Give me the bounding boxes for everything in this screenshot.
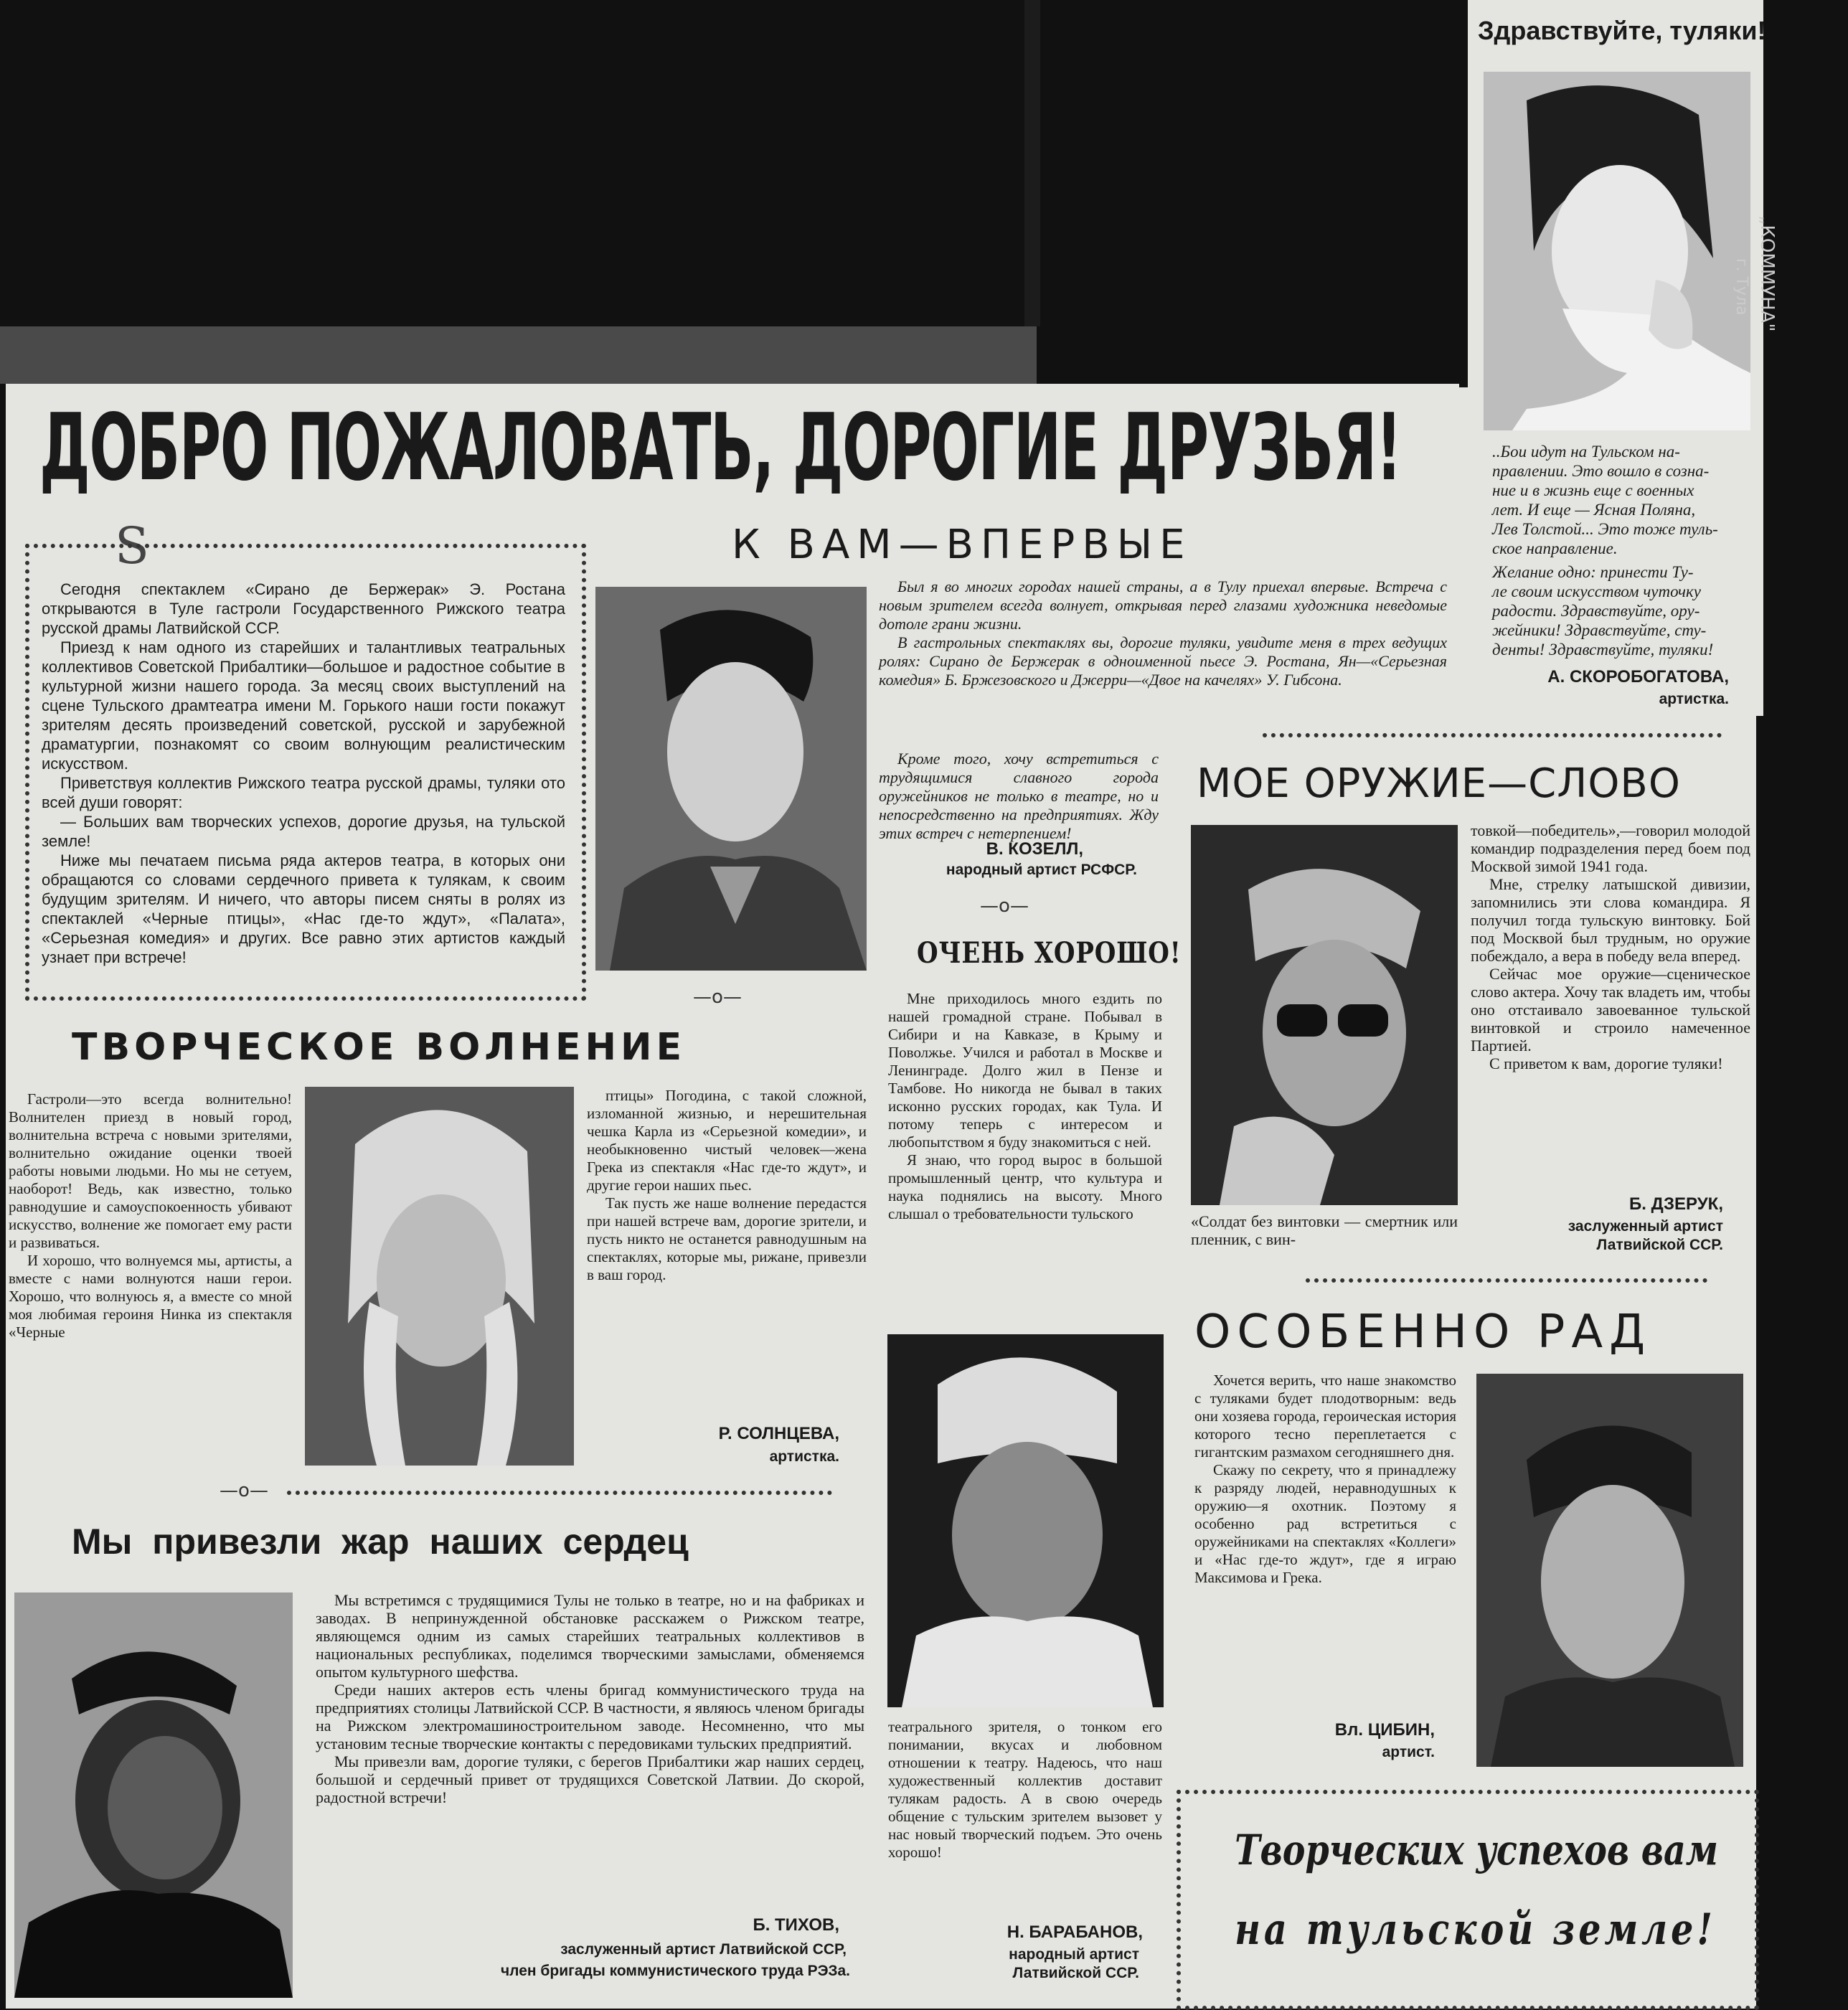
sidebar-line: правлении. Это вошло в созна- [1492,462,1710,480]
solntseva-paragraph: И хорошо, что волнуемся мы, артисты, а вместе с нами волнуются наши герои. Хорошо, что волнуюсь я, а вместе со мной моя любимая героиня Нинка из спектакля «Черные [9,1252,292,1341]
sidebar-line: ское направление. [1492,539,1618,557]
portrait-woman-icon [1484,72,1750,430]
kozell-paragraph: Был я во многих городах нашей страны, а в Тулу приехал впервые. Встреча с новым зрителем всегда волнует, открывая перед глазами художника неведомые дотоле грани жизни. [879,577,1447,633]
barabanov-text [888,990,1162,1223]
kozell-title: К ВАМ—ВПЕРВЫЕ [732,522,1192,568]
banner-line-1: Творческих успехов вам [1235,1826,1718,1874]
tikhov-role-1: заслуженный артист Латвийской ССР, [560,1941,847,1958]
tikhov-signature: Б. ТИХОВ, [753,1915,839,1935]
portrait-woman-icon [305,1087,574,1466]
kozell-text [879,577,1447,689]
portrait-man-glasses-icon [1191,825,1458,1205]
barabanov-signature: Н. БАРАБАНОВ, [1006,1922,1143,1942]
barabanov-text-2 [888,1718,1162,1862]
solntseva-paragraph: Так пусть же наше волнение передастся при нашей встрече вам, дорогие зрители, и пусть никто не останется равнодушным на спектаклях, которые мы, рижане, привезли в ваш город. [587,1194,867,1283]
tsibin-paragraph: Хочется верить, что наше знакомство с туляками будет плодотворным: ведь они хозяева города, героическая история которого тесно переплетается с гигантским размахом сегодняшнего дня. [1194,1372,1456,1461]
masthead-city: г. Тула [1732,258,1750,316]
sidebar-line: денты! Здравствуйте, туляки! [1492,641,1714,659]
tsibin-title: ОСОБЕННО РАД [1194,1306,1652,1359]
sidebar-title: Здравствуйте, туляки! [1478,16,1766,45]
tikhov-photo [14,1593,293,1998]
solntseva-col1 [9,1090,292,1341]
tikhov-paragraph: Среди наших актеров есть члены бригад коммунистического труда на предприятиях столицы Латвийской ССР. В частности, я являюсь членом бригады на Рижском электромашиностроительном заводе. Несомненно, что мы установим тесные творческие контакты с передовиками тульских предприятий. [316,1681,864,1752]
tikhov-title: Мы привезли жар наших сердец [72,1521,689,1562]
intro-paragraph: Ниже мы печатаем письма ряда актеров театра, в которых они обращаются со словами сердечного привета к тулякам, к своим будущим зрителям. И ничего, что авторы писем сняты в ролях из спектаклей «Черные птицы», «Нас где-то ждут», «Палата», «Серьезная комедия» и других. Все равно этих артистов каждый узнает при встрече! [42,851,565,966]
skorobogatova-role: артистка. [1659,691,1729,707]
solntseva-title: ТВОРЧЕСКОЕ ВОЛНЕНИЕ [72,1026,687,1069]
barabanov-role-2: Латвийской ССР. [1012,1965,1139,1981]
kozell-role: народный артист РСФСР. [946,862,1137,878]
intro-text [42,580,565,967]
barabanov-paragraph: Мне приходилось много ездить по нашей громадной стране. Побывал в Сибири и на Кавказе, в Крыму и Поволжье. Учился и работал в Москве и Ленинграде. Долго жил в Пензе и Тамбове. Но никогда не бывал в таких исконно русских городах, как Тула. И потому теперь с интересом и любопытством я буду знакомиться с ней. [888,990,1162,1151]
tikhov-paragraph: Мы встретимся с трудящимися Тулы не только в театре, но и на фабриках и заводах. В непринужденной обстановке расскажем о Рижском театре, являющемся одним из самых старейших театральных коллективов в национальных республиках, поделимся творческими замыслами, обменяемся опытом культурного шефства. [316,1591,864,1681]
main-headline: ДОБРО ПОЖАЛОВАТЬ, ДОРОГИЕ ДРУЗЬЯ! [39,395,1401,501]
kozell-paragraph: В гастрольных спектаклях вы, дорогие туляки, увидите меня в трех ведущих ролях: Сирано де Бержерак в одноименной пьесе Э. Ростана, Ян—«Серьезная комедия» Б. Бржезовского и Джерри—«Двое на качелях» У. Гибсона. [879,633,1447,689]
closing-banner [1177,1790,1759,2010]
dzeruk-role-1: заслуженный артист [1568,1218,1723,1235]
dzeruk-text [1471,821,1750,1072]
solntseva-role: артистка. [769,1448,839,1465]
solntseva-paragraph: птицы» Погодина, с такой сложной, изломанной жизнью, и нерешительная чешка Карла из «Серьезной комедии», и необыкновенно чистый человек—жена Грека из спектакля «Нас где-то ждут», и другие герои наших пьес. [587,1087,867,1194]
sidebar-line: Желание одно: принести Ту- [1492,563,1694,581]
kozell-photo [595,587,867,971]
solntseva-photo [305,1087,574,1466]
dzeruk-role-2: Латвийской ССР. [1596,1237,1723,1253]
tsibin-photo [1476,1374,1743,1767]
intro-paragraph: Сегодня спектаклем «Сирано де Бержерак» Э. Ростана открываются в Туле гастроли Государственного Рижского театра русской драмы Латвийской ССР. [42,580,565,637]
tsibin-text [1194,1372,1456,1587]
pencil-mark: S [115,516,149,575]
masthead-label: „КОММУНА" [1756,215,1778,332]
sidebar-text [1492,442,1745,659]
tsibin-signature: Вл. ЦИБИН, [1334,1720,1435,1740]
dzeruk-paragraph: Сейчас мое оружие—сценическое слово актера. Хочу так владеть им, чтобы оно отстаивало завоеванное тульской винтовкой и строило намеченное Партией. [1471,965,1750,1054]
dzeruk-paragraph: товкой—победитель»,—говорил молодой командир подразделения перед боем под Москвой зимой 1941 года. [1471,821,1750,875]
divider [287,1491,832,1495]
intro-paragraph: — Больших вам творческих успехов, дорогие друзья, на тульской земле! [42,813,565,850]
solntseva-signature: Р. СОЛНЦЕВА, [718,1424,839,1443]
barabanov-paragraph: Я знаю, что город вырос в большой промышленный центр, что культура и наука поднялись на высоту. Много слышал о требовательности тульского [888,1151,1162,1222]
portrait-man-icon [14,1593,293,1998]
kozell-text-2 [879,750,1159,843]
solntseva-col2 [587,1087,867,1284]
sidebar-line: жейники! Здравствуйте, сту- [1492,621,1707,639]
dzeruk-paragraph: Мне, стрелку латышской дивизии, запомнились эти слова командира. Я получил тогда тульскую винтовку. Бой под Москвой был трудным, но оружие побеждало, а вера в победу вела вперед. [1471,875,1750,965]
sidebar-line: ние и в жизнь еще с военных [1492,481,1694,499]
intro-paragraph: Приезд к нам одного из старейших и талантливых театральных коллективов Советской Прибалтики—большое и радостное событие в культурной жизни нашего города. За месяц своих выступлений на сцене Тульского драмтеатра имени М. Горького наши гости покажут зрителям десять произведений советской, русской и зарубежной драматургии, познакомят со своим волнующим реалистическим искусством. [42,638,565,773]
kozell-paragraph: Кроме того, хочу встретиться с трудящимися славного города оружейников не только в театре, но и непосредственно на предприятиях. Жду этих встреч с нетерпением! [879,750,1159,842]
dzeruk-photo [1191,825,1458,1205]
ornament: —o— [220,1480,268,1501]
tikhov-role-2: член бригады коммунистического труда РЭЗа. [500,1963,850,1979]
barabanov-title: ОЧЕНЬ ХОРОШО! [917,936,1182,970]
portrait-man-icon [1476,1374,1743,1767]
tsibin-role: артист. [1382,1744,1435,1760]
barabanov-paragraph: театрального зрителя, о тонком его понимании, вкусах и любовном отношении к театру. Надеюсь, что наш художественный коллектив доставит тулякам радость. А в свою очередь общение с тульским зрителем вызовет у нас новый творческий подъем. Это очень хорошо! [888,1718,1162,1861]
backing-board [0,326,1037,384]
dzeruk-caption: «Солдат без винтовки — смертник или пленник, с вин- [1191,1212,1458,1248]
portrait-man-icon [595,587,867,971]
sidebar-line: лет. И еще — Ясная Поляна, [1492,501,1696,519]
skorobogatova-signature: А. СКОРОБОГАТОВА, [1547,667,1729,686]
divider [1263,733,1722,737]
ornament: —o— [980,895,1029,917]
banner-line-2: на тульской земле! [1235,1905,1716,1955]
sidebar-line: ле своим искусством чуточку [1492,582,1701,600]
sidebar-line: радости. Здравствуйте, ору- [1492,602,1700,620]
board-seam [1024,0,1040,326]
divider [1306,1278,1707,1283]
sidebar-line: Лев Толстой... Это тоже туль- [1492,520,1718,538]
kozell-signature: В. КОЗЕЛЛ, [986,839,1083,859]
tikhov-paragraph: Мы привезли вам, дорогие туляки, с берегов Прибалтики жар наших сердец, большой и сердечный привет от трудящихся Советской Латвии. До скорой, радостной встречи! [316,1752,864,1806]
tikhov-text [316,1591,864,1806]
skorobogatova-photo [1484,72,1750,430]
intro-paragraph: Приветствуя коллектив Рижского театра русской драмы, туляки ото всей души говорят: [42,774,565,811]
tsibin-paragraph: Скажу по секрету, что я принадлежу к разряду людей, неравнодушных к оружию—я охотник. Поэтому я особенно рад встретиться с оружейниками на спектаклях «Коллеги» и «Нас где-то ждут», где я играю Максимова и Грека. [1194,1461,1456,1586]
dzeruk-paragraph: С приветом к вам, дорогие туляки! [1489,1054,1723,1072]
sidebar-line: ..Бои идут на Тульском на- [1492,443,1680,461]
portrait-man-icon [887,1334,1164,1707]
solntseva-paragraph: Гастроли—это всегда волнительно! Волнителен приезд в новый город, волнительна встреча с новыми зрителями, волнительно ожидание оценки твоей работы новыми людьми. Но мы не сетуем, наоборот! Ведь, как известно, только равнодушие и самоуспокоенность убивают искусство, волнение же помогает ему расти и развиваться. [9,1090,292,1251]
barabanov-role-1: народный артист [1009,1946,1139,1963]
barabanov-photo [887,1334,1164,1707]
ornament: —o— [693,986,742,1008]
dzeruk-signature: Б. ДЗЕРУК, [1629,1194,1723,1214]
dzeruk-title: МОЕ ОРУЖИЕ—СЛОВО [1197,760,1681,807]
